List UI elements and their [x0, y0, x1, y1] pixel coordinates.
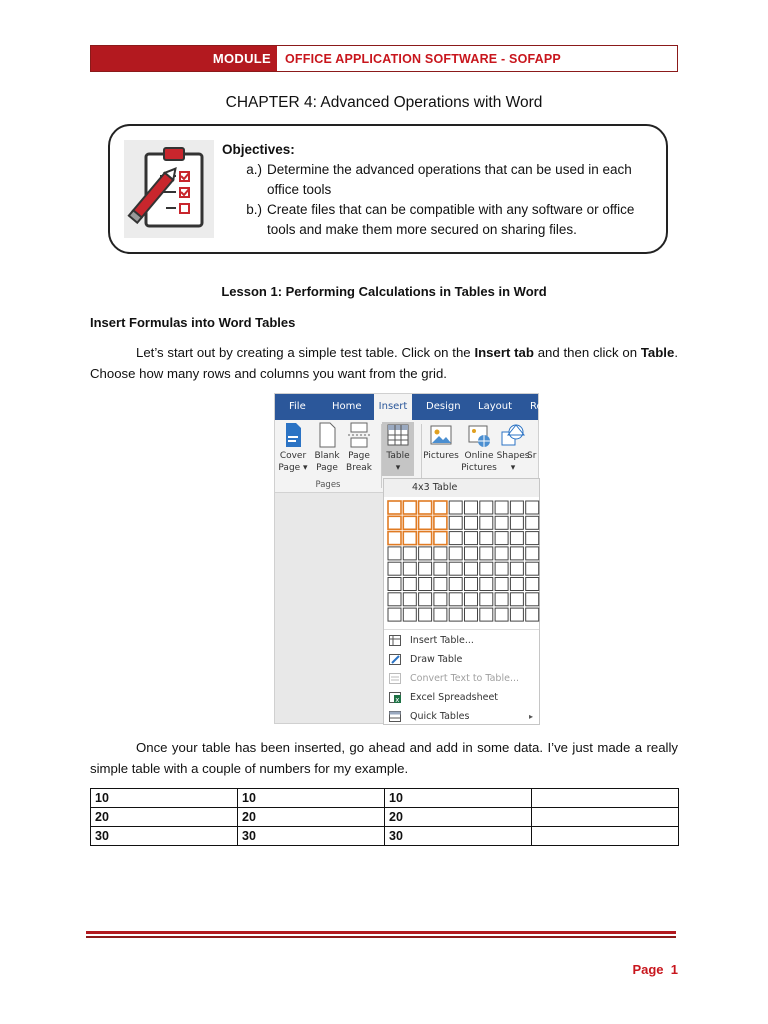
- module-title: OFFICE APPLICATION SOFTWARE - SOFAPP: [285, 51, 561, 66]
- table-cell[interactable]: 10: [91, 789, 238, 808]
- button-label: Page: [316, 463, 338, 473]
- grid-cell[interactable]: [510, 532, 523, 545]
- objective-text: Create files that can be compatible with any software or office tools and make them more secured on sharing files.: [267, 202, 635, 237]
- menu-item-label: Draw Table: [410, 654, 463, 665]
- menu-item-label: Excel Spreadsheet: [410, 692, 499, 703]
- page-break-icon: [348, 422, 370, 448]
- grid-cell[interactable]: [434, 547, 447, 560]
- submenu-arrow-icon: ▸: [528, 712, 533, 721]
- grid-cell[interactable]: [403, 593, 416, 606]
- grid-cell[interactable]: [388, 608, 401, 621]
- grid-cell[interactable]: [526, 562, 539, 575]
- grid-cell[interactable]: [526, 501, 539, 514]
- table-row: [91, 789, 679, 808]
- grid-cell[interactable]: [495, 501, 508, 514]
- objective-item: [222, 160, 657, 200]
- grid-cell-selected[interactable]: [388, 501, 401, 514]
- table-cell[interactable]: 10: [238, 789, 385, 808]
- sample-data-table: [90, 788, 679, 846]
- grid-cell[interactable]: [449, 578, 462, 591]
- table-cell[interactable]: 10: [385, 789, 532, 808]
- objective-label: a.): [246, 162, 262, 177]
- ribbon-tabs: [275, 394, 543, 420]
- button-label: Sr: [527, 451, 537, 461]
- pictures-icon: [429, 422, 453, 448]
- blank-page-button[interactable]: [309, 422, 345, 474]
- paragraph-text: . Choose how many rows and columns you want from the grid.: [90, 345, 678, 381]
- button-label: Online: [464, 451, 494, 461]
- table-cell[interactable]: [532, 789, 679, 808]
- svg-text:x: x: [395, 696, 400, 704]
- grid-cell-selected[interactable]: [419, 501, 432, 514]
- grid-cell[interactable]: [465, 516, 478, 529]
- pictures-button[interactable]: [423, 422, 459, 462]
- grid-cell[interactable]: [480, 547, 493, 560]
- page-number-value: 1: [670, 962, 678, 977]
- chapter-title: CHAPTER 4: Advanced Operations with Word: [225, 94, 543, 111]
- tab-home[interactable]: Home: [332, 401, 362, 412]
- table-icon: [389, 635, 401, 646]
- table-cell[interactable]: 30: [238, 827, 385, 846]
- table-row: [91, 827, 679, 846]
- table-cell[interactable]: 20: [91, 808, 238, 827]
- grid-cell[interactable]: [526, 578, 539, 591]
- grid-cell[interactable]: [449, 532, 462, 545]
- page-label: Page: [632, 962, 664, 977]
- grid-cell[interactable]: [449, 562, 462, 575]
- grid-cell[interactable]: [465, 547, 478, 560]
- insert-table-dropdown: [383, 478, 540, 725]
- button-label: Table: [386, 451, 410, 461]
- grid-cell[interactable]: [495, 516, 508, 529]
- grid-cell[interactable]: [434, 578, 447, 591]
- button-label: ▾: [510, 463, 516, 473]
- convert-icon: [389, 673, 401, 684]
- tab-references[interactable]: Re: [530, 401, 543, 412]
- grid-cell[interactable]: [510, 578, 523, 591]
- table-icon: [387, 422, 409, 448]
- shapes-icon: [500, 422, 526, 448]
- grid-cell[interactable]: [465, 578, 478, 591]
- paragraph-bold: Table: [640, 345, 675, 360]
- checklist-icon: [124, 140, 214, 238]
- grid-cell[interactable]: [449, 516, 462, 529]
- grid-cell-selected[interactable]: [388, 532, 401, 545]
- grid-cell[interactable]: [510, 562, 523, 575]
- paragraph-text: Let’s start out by creating a simple test table. Click on the: [136, 345, 475, 360]
- grid-cell-selected[interactable]: [434, 532, 447, 545]
- objective-text: Determine the advanced operations that can be used in each office tools: [267, 162, 632, 197]
- grid-cell[interactable]: [510, 593, 523, 606]
- menu-item-insert-table[interactable]: [384, 631, 539, 650]
- table-cell[interactable]: 20: [238, 808, 385, 827]
- table-cell[interactable]: [532, 808, 679, 827]
- tab-file[interactable]: File: [289, 401, 306, 412]
- grid-cell[interactable]: [495, 532, 508, 545]
- grid-cell[interactable]: [480, 501, 493, 514]
- button-label: ▾: [395, 463, 401, 473]
- grid-cell[interactable]: [510, 547, 523, 560]
- word-ribbon-screenshot: [274, 393, 543, 724]
- grid-cell[interactable]: [465, 501, 478, 514]
- grid-cell[interactable]: [480, 578, 493, 591]
- grid-cell-selected[interactable]: [388, 516, 401, 529]
- cover-page-icon: [284, 422, 302, 448]
- grid-cell[interactable]: [495, 547, 508, 560]
- online-pictures-icon: [467, 422, 491, 448]
- section-title: Insert Formulas into Word Tables: [90, 315, 296, 330]
- grid-cell[interactable]: [449, 501, 462, 514]
- grid-cell[interactable]: [419, 547, 432, 560]
- menu-divider: [384, 629, 539, 630]
- objectives-heading: Objectives:: [222, 142, 295, 157]
- table-size-label: 4x3 Table: [384, 479, 539, 497]
- grid-cell[interactable]: [419, 593, 432, 606]
- paragraph-text: and then click on: [533, 345, 641, 360]
- lesson-title: Lesson 1: Performing Calculations in Tables in Word: [221, 284, 547, 299]
- grid-cell[interactable]: [495, 593, 508, 606]
- paragraph-text: Once your table has been inserted, go ahead and add in some data. I’ve just made a really simple table with a couple of numbers for my example.: [90, 740, 678, 776]
- grid-cell[interactable]: [526, 593, 539, 606]
- grid-cell[interactable]: [434, 562, 447, 575]
- grid-cell[interactable]: [449, 547, 462, 560]
- tab-insert[interactable]: Insert: [374, 394, 412, 420]
- tab-design[interactable]: Design: [426, 401, 461, 412]
- grid-cell[interactable]: [403, 562, 416, 575]
- objective-label: b.): [246, 202, 262, 217]
- menu-item-draw-table[interactable]: [384, 650, 539, 669]
- module-label: MODULE: [91, 46, 277, 71]
- table-button[interactable]: [382, 422, 414, 476]
- grid-cell[interactable]: [465, 532, 478, 545]
- grid-cell[interactable]: [403, 608, 416, 621]
- grid-cell[interactable]: [526, 547, 539, 560]
- grid-cell[interactable]: [465, 608, 478, 621]
- menu-item-label: Quick Tables: [410, 711, 470, 722]
- table-cell[interactable]: 20: [385, 808, 532, 827]
- grid-cell-selected[interactable]: [403, 532, 416, 545]
- tab-layout[interactable]: Layout: [478, 401, 512, 412]
- grid-cell-selected[interactable]: [419, 532, 432, 545]
- module-header: [90, 45, 678, 72]
- grid-cell[interactable]: [449, 608, 462, 621]
- data-paragraph: [90, 737, 678, 779]
- shapes-button[interactable]: [495, 422, 531, 474]
- table-grid-picker[interactable]: [386, 499, 539, 623]
- grid-cell[interactable]: [419, 578, 432, 591]
- table-cell[interactable]: [532, 827, 679, 846]
- page-number: [632, 962, 678, 977]
- grid-cell[interactable]: [480, 608, 493, 621]
- button-label: Pictures: [461, 463, 497, 473]
- objective-item: [222, 200, 657, 240]
- button-label: Blank: [314, 451, 340, 461]
- grid-cell[interactable]: [388, 547, 401, 560]
- grid-cell[interactable]: [403, 578, 416, 591]
- button-label: Pictures: [423, 451, 459, 461]
- menu-item-label: Insert Table...: [410, 635, 474, 646]
- grid-cell[interactable]: [510, 608, 523, 621]
- ribbon-group-label: Pages: [315, 480, 341, 490]
- table-row: [91, 808, 679, 827]
- grid-cell[interactable]: [465, 562, 478, 575]
- grid-cell[interactable]: [480, 532, 493, 545]
- menu-item-excel-spreadsheet[interactable]: [384, 688, 539, 707]
- grid-cell[interactable]: [510, 516, 523, 529]
- grid-cell[interactable]: [419, 608, 432, 621]
- table-cell[interactable]: 30: [91, 827, 238, 846]
- grid-cell[interactable]: [526, 516, 539, 529]
- grid-cell[interactable]: [388, 593, 401, 606]
- menu-item-convert-text: [384, 669, 539, 688]
- blank-page-icon: [318, 422, 336, 448]
- button-label: Page: [348, 451, 370, 461]
- footer-rule: [86, 931, 676, 934]
- paragraph-bold: Insert tab: [474, 345, 534, 360]
- menu-item-quick-tables[interactable]: [384, 707, 539, 726]
- quick-table-icon: [389, 711, 401, 722]
- excel-icon: [389, 692, 401, 703]
- grid-cell[interactable]: [480, 516, 493, 529]
- grid-cell[interactable]: [495, 562, 508, 575]
- cover-page-button[interactable]: [275, 422, 311, 474]
- grid-cell-selected[interactable]: [434, 501, 447, 514]
- grid-cell[interactable]: [526, 608, 539, 621]
- grid-cell[interactable]: [403, 547, 416, 560]
- grid-cell[interactable]: [419, 562, 432, 575]
- grid-cell[interactable]: [465, 593, 478, 606]
- grid-cell[interactable]: [526, 532, 539, 545]
- button-label: Break: [346, 463, 372, 473]
- button-label: Shapes: [496, 451, 530, 461]
- button-label: Cover: [279, 451, 307, 461]
- grid-cell[interactable]: [510, 501, 523, 514]
- page-break-button[interactable]: [341, 422, 377, 474]
- grid-cell[interactable]: [495, 578, 508, 591]
- pencil-icon: [389, 654, 401, 665]
- menu-item-label: Convert Text to Table...: [410, 673, 519, 684]
- grid-cell[interactable]: [434, 608, 447, 621]
- online-pictures-button[interactable]: [461, 422, 497, 474]
- grid-cell[interactable]: [434, 593, 447, 606]
- grid-cell-selected[interactable]: [403, 516, 416, 529]
- grid-cell-selected[interactable]: [403, 501, 416, 514]
- objectives-box: [108, 124, 668, 254]
- table-cell[interactable]: 30: [385, 827, 532, 846]
- grid-cell[interactable]: [480, 593, 493, 606]
- smartart-button[interactable]: [527, 422, 547, 462]
- button-label: Page ▾: [278, 463, 308, 473]
- grid-cell[interactable]: [388, 578, 401, 591]
- grid-cell[interactable]: [480, 562, 493, 575]
- grid-cell[interactable]: [388, 562, 401, 575]
- grid-cell[interactable]: [449, 593, 462, 606]
- grid-cell-selected[interactable]: [434, 516, 447, 529]
- intro-paragraph: [90, 342, 678, 384]
- footer-rule: [86, 936, 676, 938]
- grid-cell[interactable]: [495, 608, 508, 621]
- grid-cell-selected[interactable]: [419, 516, 432, 529]
